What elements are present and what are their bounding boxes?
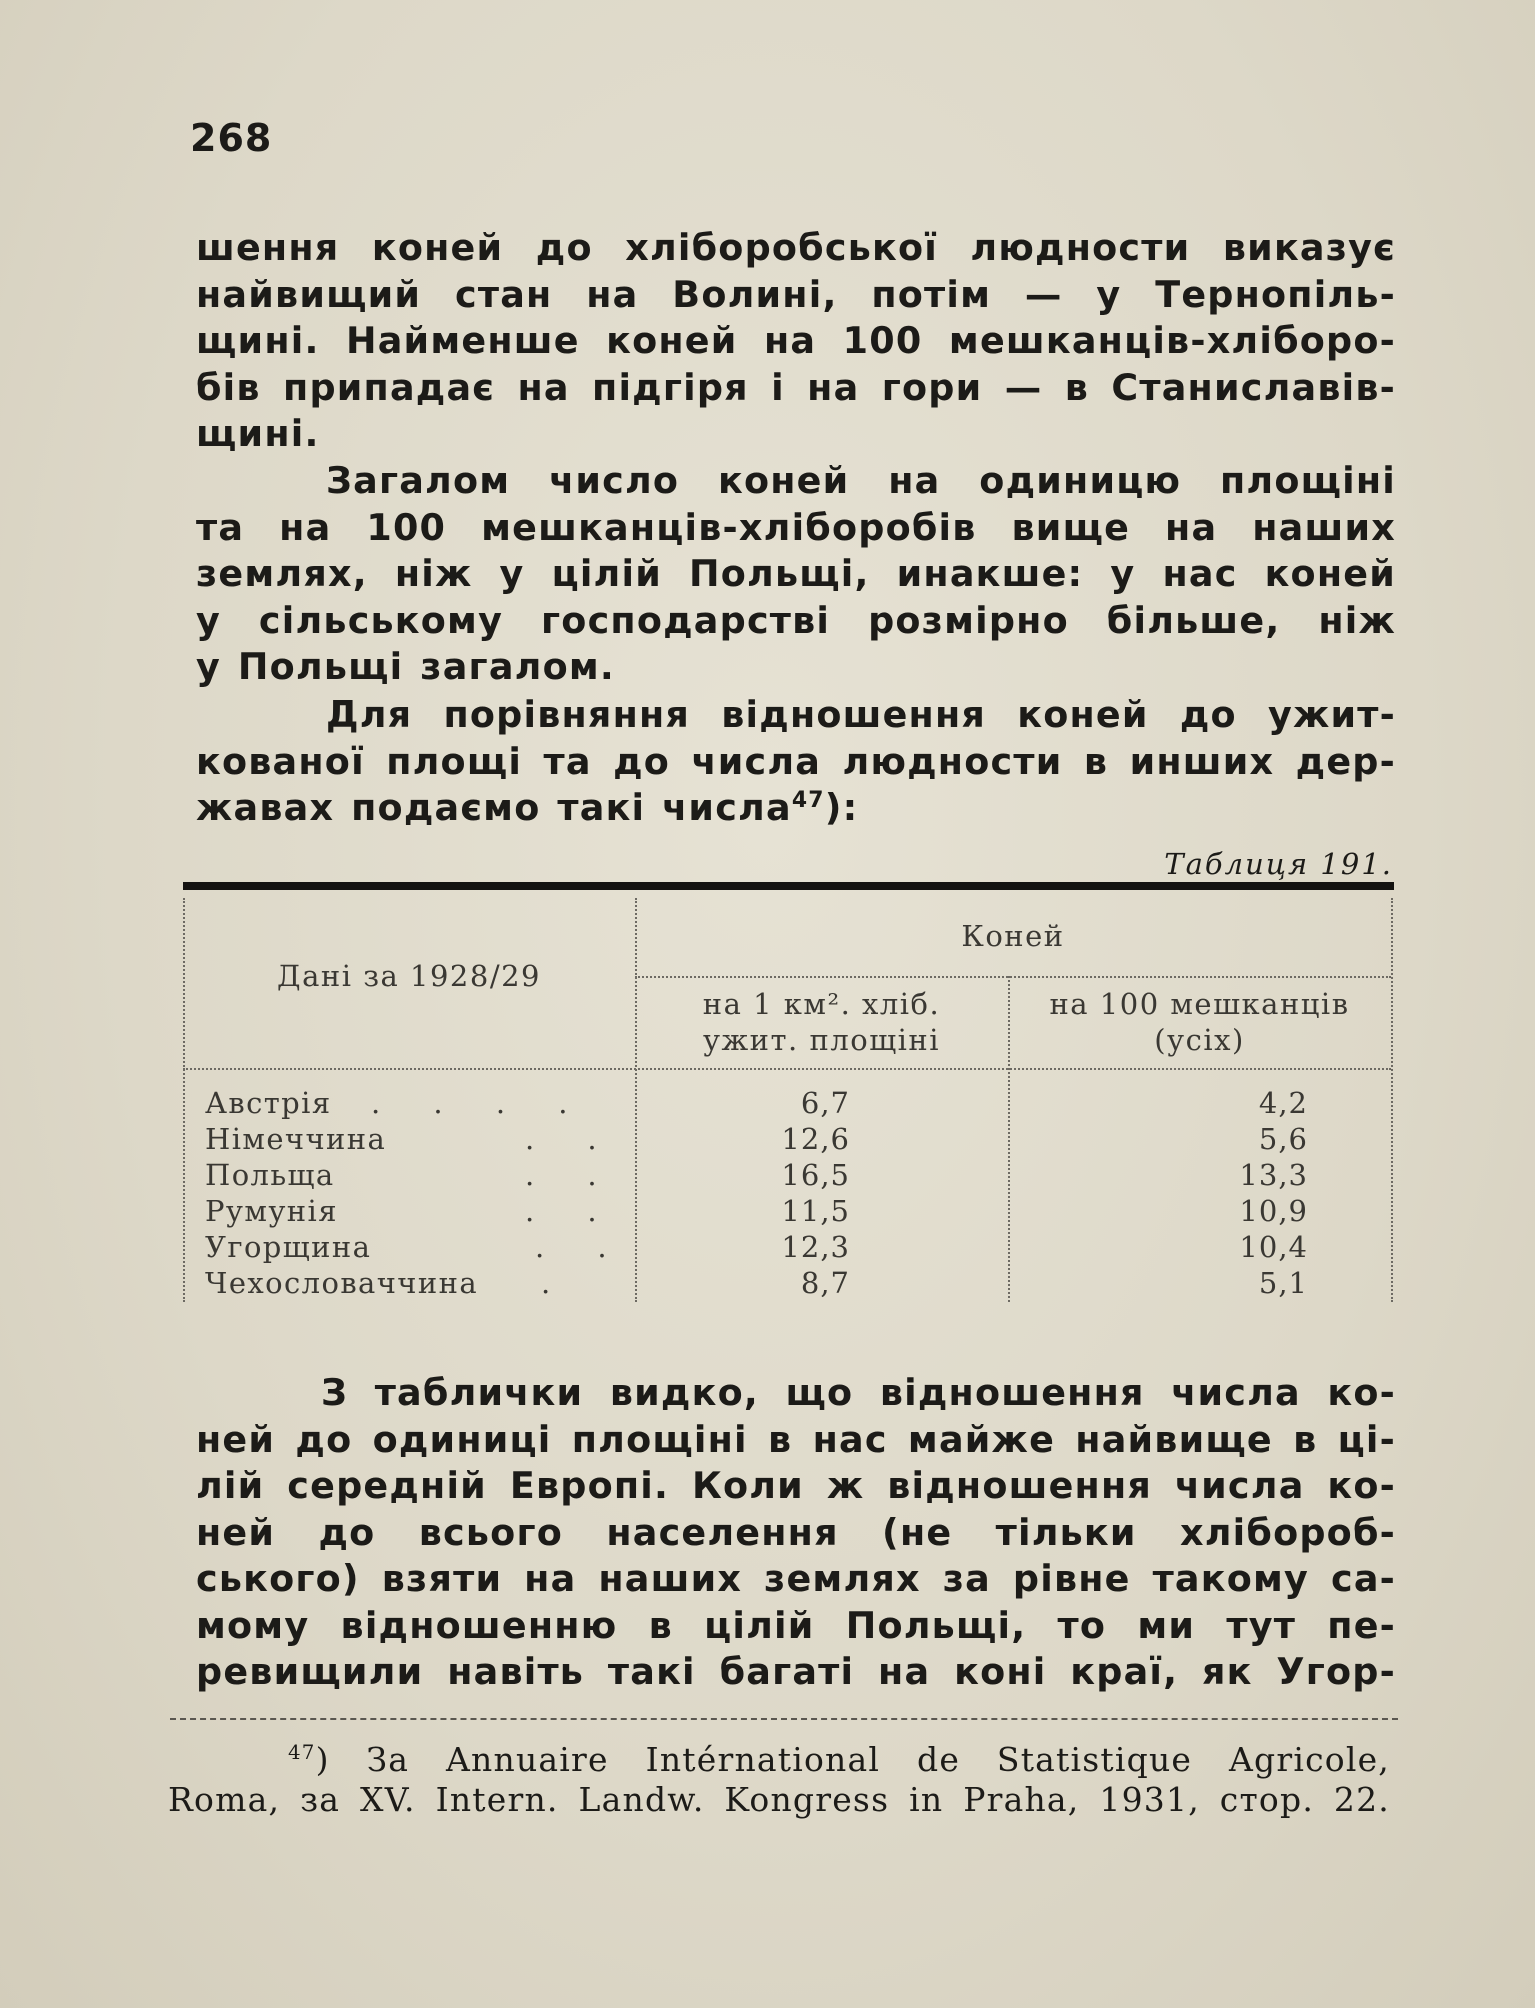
header-line: ужит. площіні — [702, 1023, 941, 1057]
leader-dots: . . — [535, 1230, 629, 1264]
table-border — [1391, 898, 1393, 1302]
text-line: у сільському господарстві розмірно більше, ніж — [196, 598, 1396, 642]
text-line: ревищили навіть такі багаті на коні краї, як Угор- — [196, 1650, 1396, 1693]
table-border — [635, 976, 1391, 978]
footnote-line — [168, 1740, 1390, 1780]
leader-dots: . . — [525, 1158, 619, 1192]
paragraph-4 — [196, 1370, 1396, 1696]
value-per-100: 5,6 — [1258, 1122, 1308, 1156]
text-line: З таблички видко, що відношення числа ко- — [321, 1371, 1396, 1414]
leader-dots: . . — [525, 1122, 619, 1156]
leader-dots: . . — [525, 1194, 619, 1228]
text-line: у Польщі загалом. — [196, 645, 615, 688]
text-line: Загалом число коней на одиницю площіні — [326, 459, 1396, 502]
text-line: землях, ніж у цілій Польщі, инакше: у нас коней — [196, 552, 1396, 595]
value-per-km2: 8,7 — [800, 1266, 850, 1300]
text-line: лій середній Европі. Коли ж відношення числа ко- — [196, 1464, 1396, 1507]
footnote — [168, 1740, 1390, 1820]
text-line: найвищий стан на Волині, потім — у Тернопіль- — [196, 272, 1396, 316]
paragraph-1 — [196, 225, 1396, 458]
text-line — [196, 785, 1396, 832]
text-line: щині. Найменше коней на 100 мешканців-хліборо- — [196, 319, 1396, 362]
country-name: Румунія — [205, 1194, 338, 1228]
value-per-100: 10,4 — [1239, 1230, 1308, 1264]
header-per-km2 — [635, 986, 1008, 1058]
value-per-100: 13,3 — [1239, 1158, 1308, 1192]
value-per-km2: 16,5 — [781, 1158, 850, 1192]
text-line: бів припадає на підгіря і на гори — в Станиславів- — [196, 365, 1396, 409]
table-caption: Таблиця 191. — [1164, 847, 1393, 881]
header-line: на 100 мешканців — [1049, 987, 1350, 1021]
country-name: Австрія — [205, 1086, 332, 1120]
value-per-100: 4,2 — [1258, 1086, 1308, 1120]
table-border — [183, 1068, 1391, 1070]
text-line: шення коней до хліборобської людности виказує — [196, 226, 1396, 269]
text-segment: ): — [824, 786, 859, 829]
country-name: Угорщина — [205, 1230, 372, 1264]
country-name: Чехословаччина — [205, 1266, 479, 1300]
header-per-100 — [1008, 986, 1391, 1058]
text-segment: жавах подаємо такі числа — [196, 786, 792, 829]
paragraph-2 — [196, 458, 1396, 691]
footnote-line: Roma, за XV. Intern. Landw. Kongress in Praha, 1931, стор. 22. — [168, 1780, 1390, 1819]
header-line: на 1 км². хліб. — [702, 987, 941, 1021]
value-per-100: 5,1 — [1258, 1266, 1308, 1300]
table-top-rule — [183, 882, 1394, 890]
header-data-year: Дані за 1928/29 — [277, 959, 541, 993]
value-per-km2: 6,7 — [800, 1086, 850, 1120]
text-line: Для порівняння відношення коней до ужит- — [326, 693, 1396, 736]
header-horses: Коней — [961, 919, 1065, 953]
value-per-km2: 12,3 — [781, 1230, 850, 1264]
text-line: та на 100 мешканців-хліборобів вище на наших — [196, 505, 1396, 549]
header-line: (усіх) — [1154, 1023, 1245, 1057]
text-segment: ) За Annuaire Intérnational de Statistique Agricole, — [315, 1740, 1390, 1779]
text-line: ней до всього населення (не тільки хлібороб- — [196, 1510, 1396, 1554]
footnote-reference: 47 — [791, 787, 825, 813]
leader-dots: . — [541, 1266, 573, 1300]
text-line: мому відношенню в цілій Польщі, то ми тут пе- — [196, 1603, 1396, 1647]
data-table — [183, 898, 1394, 1312]
value-per-km2: 12,6 — [781, 1122, 850, 1156]
paragraph-3 — [196, 692, 1396, 832]
country-name: Польща — [205, 1158, 335, 1192]
value-per-km2: 11,5 — [781, 1194, 850, 1228]
footnote-number: 47 — [288, 1741, 316, 1764]
leader-dots: . . . . — [371, 1086, 590, 1120]
text-line: ней до одиниці площіні в нас майже найвище в ці- — [196, 1417, 1396, 1461]
country-name: Німеччина — [205, 1122, 387, 1156]
footnote-separator — [170, 1718, 1398, 1720]
page-number: 268 — [190, 116, 273, 160]
text-line: ського) взяти на наших землях за рівне такому са- — [196, 1557, 1396, 1600]
value-per-100: 10,9 — [1239, 1194, 1308, 1228]
text-line: щині. — [196, 412, 320, 455]
text-line: кованої площі та до числа людности в инших дер- — [196, 739, 1396, 783]
